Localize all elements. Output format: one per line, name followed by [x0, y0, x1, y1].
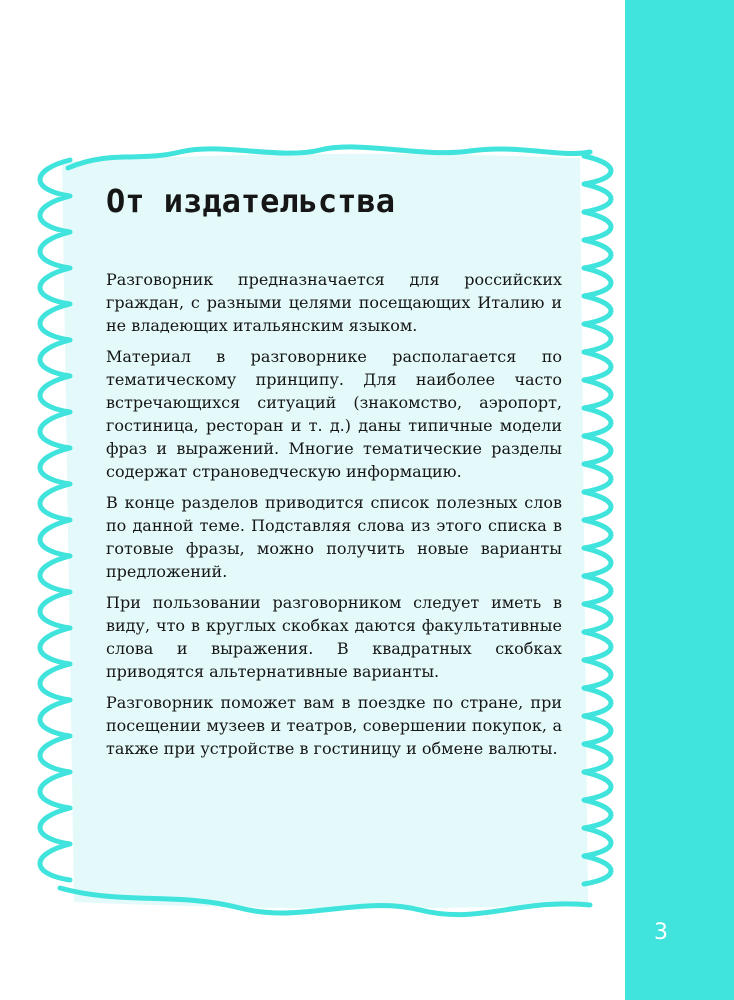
frame-left-coil: [40, 160, 70, 880]
paragraph-brackets: При пользовании разговорником следует иметь в виду, что в круглых скобках даются факультативные слова и выражения. В квадратных скобках приводятся альтернативные варианты.: [106, 593, 562, 681]
paragraph-purpose: Разговорник предназначается для российских граждан, с разными целями посещающих Италию и не владеющих итальянским языком.: [106, 270, 562, 335]
paragraph-usefulness: Разговорник поможет вам в поездке по стране, при посещении музеев и театров, совершении покупок, а также при устройстве в гостиницу и обмене валюты.: [106, 693, 562, 758]
paragraph-word-lists: В конце разделов приводится список полезных слов по данной теме. Подставляя слова из этого списка в готовые фразы, можно получить новые варианты предложений.: [106, 493, 562, 581]
page-number: 3: [654, 920, 668, 945]
page-title: От издательства: [106, 182, 395, 220]
paragraph-structure: Материал в разговорнике располагается по тематическому принципу. Для наиболее часто встречающихся ситуаций (знакомство, аэропорт, гостиница, ресторан и т. д.) даны типичные модели фраз и выражений. Многие тематические разделы содержат страноведческую информацию.: [106, 347, 562, 481]
publisher-note: [106, 178, 562, 768]
frame-right-coil: [584, 156, 611, 884]
